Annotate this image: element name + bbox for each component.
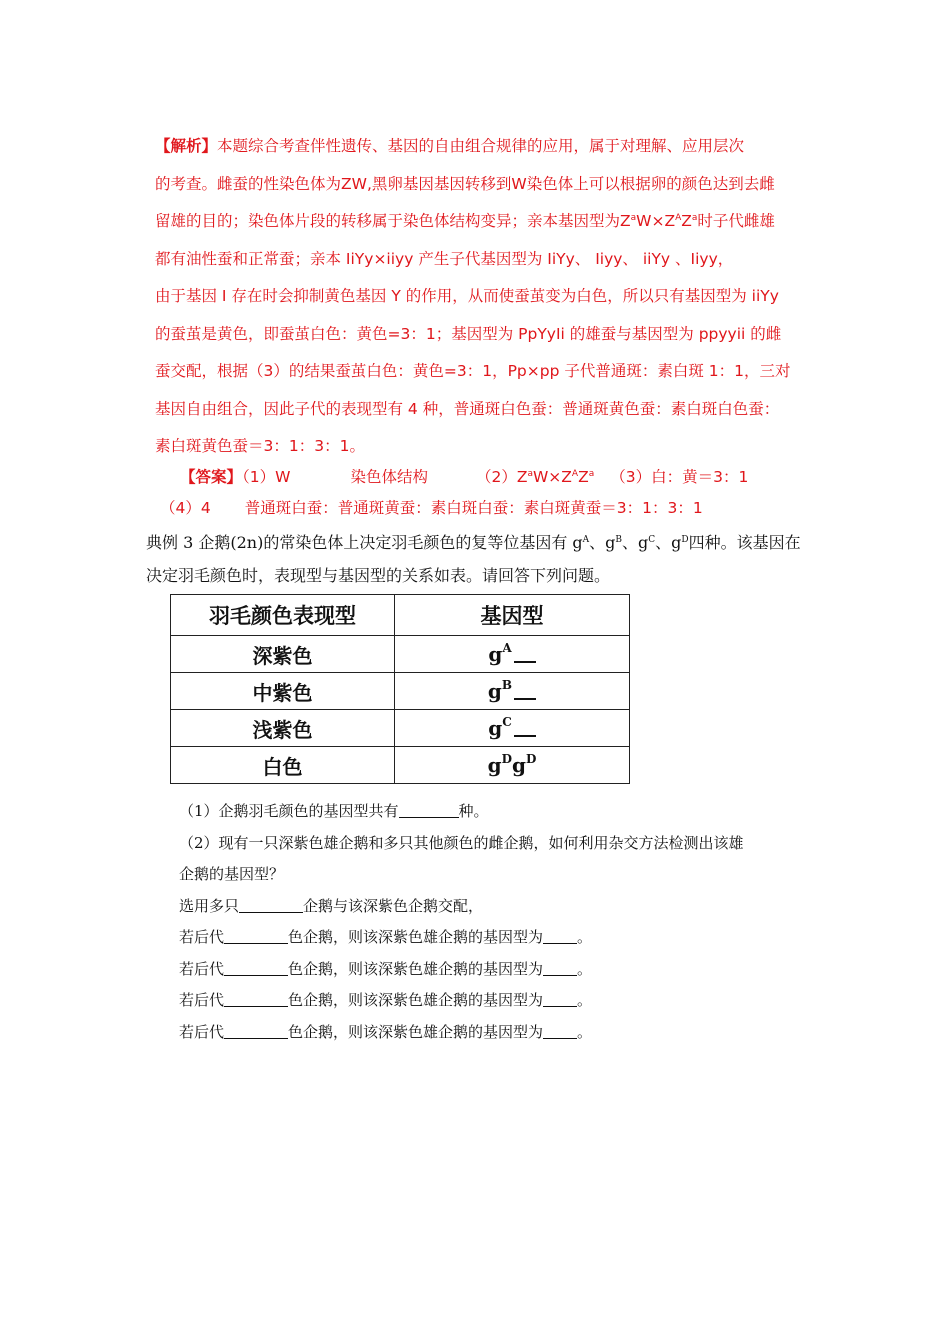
genotype-table [170, 594, 630, 784]
result-line: 若后代 色企鹅，则该深紫色雄企鹅的基因型为 。 [179, 991, 593, 1009]
example-line-2: 决定羽毛颜色时，表现型与基因型的关系如表。请回答下列问题。 [146, 566, 611, 585]
answer-label: 【答案】 [180, 468, 243, 486]
answer-blank[interactable] [224, 943, 288, 944]
answer-blank[interactable] [399, 817, 459, 818]
table-header-row [171, 595, 630, 636]
table-row [171, 636, 630, 673]
phenotype-cell: 浅紫色 [171, 710, 395, 747]
genotype-cell: $g^B$ [395, 673, 630, 710]
analysis-line-8: 基因自由组合，因此子代的表现型有 4 种，普通斑白色蚕：普通斑黄色蚕：素白斑白色蚕： [155, 399, 780, 418]
header-genotype: 基因型 [395, 595, 630, 636]
analysis-line-6: 的蚕茧是黄色，即蚕茧白色：黄色=3：1；基因型为 PpYyIi 的雄蚕与基因型为 ppyyii 的雌 [155, 324, 782, 343]
table-row [171, 710, 630, 747]
question-2-line-2: 企鹅的基因型？ [179, 865, 285, 883]
answer-blank[interactable] [543, 975, 577, 976]
analysis-line-4: 都有油性蚕和正常蚕；亲本 IiYy×iiyy 产生子代基因型为 IiYy、 Iiyy、 iiYy 、Iiyy， [155, 249, 734, 268]
table-row [171, 673, 630, 710]
genotype-cell: $g^Dg^D$ [395, 747, 630, 784]
example-paragraph [146, 526, 826, 592]
phenotype-cell: 白色 [171, 747, 395, 784]
phenotype-cell: 中紫色 [171, 673, 395, 710]
answer-blank[interactable] [224, 1006, 288, 1007]
analysis-line-2: 的考查。雌蚕的性染色体为ZW,黑卵基因基因转移到W染色体上可以根据卵的颜色达到去雌 [155, 174, 775, 193]
result-line: 若后代 色企鹅，则该深紫色雄企鹅的基因型为 。 [179, 1022, 593, 1041]
analysis-line-3: 留雄的目的；染色体片段的转移属于染色体结构变异；亲本基因型为$Z^aW\times Z^AZ^a$时子代雌雄 [155, 212, 775, 230]
genotype-cell: $g^C$ [395, 710, 630, 747]
analysis-line-5: 由于基因 I 存在时会抑制黄色基因 Y 的作用，从而使蚕茧变为白色，所以只有基因型为 iiYy [155, 287, 779, 305]
answer-blank[interactable] [224, 1038, 288, 1039]
answer-blank[interactable] [543, 1038, 577, 1039]
answer-line-2: （4）4 普通斑白蚕：普通斑黄蚕：素白斑白蚕：素白斑黄蚕＝3：1：3：1 [160, 499, 703, 517]
answer-blank[interactable] [239, 912, 303, 913]
phenotype-cell: 深紫色 [171, 636, 395, 673]
header-phenotype: 羽毛颜色表现型 [171, 595, 395, 636]
analysis-line-1: 【解析】本题综合考查伴性遗传、基因的自由组合规律的应用，属于对理解、应用层次 [155, 137, 745, 155]
analysis-paragraph [155, 128, 827, 466]
analysis-label: 【解析】 [155, 137, 218, 155]
answer-blank[interactable] [224, 975, 288, 976]
result-line: 若后代 色企鹅，则该深紫色雄企鹅的基因型为 。 [179, 928, 593, 946]
questions-section [179, 796, 829, 1048]
answer-blank[interactable] [543, 943, 577, 944]
result-line: 若后代 色企鹅，则该深紫色雄企鹅的基因型为 。 [179, 959, 593, 978]
select-line: 选用多只 企鹅与该深紫色企鹅交配， [179, 896, 484, 915]
answer-blank[interactable] [543, 1006, 577, 1007]
genotype-cell: $g^A$ [395, 636, 630, 673]
analysis-line-9: 素白斑黄色蚕＝3：1：3：1。 [155, 437, 365, 455]
analysis-line-7: 蚕交配，根据（3）的结果蚕茧白色：黄色=3：1，Pp×pp 子代普通斑：素白斑 1：1，三对 [155, 362, 791, 380]
example-line-1: 典例 3 企鹅(2n)的常染色体上决定羽毛颜色的复等位基因有 $g^A$、$g^B$、$g^C$、$g^D$四种。该基因在 [146, 533, 801, 552]
question-2-line-1: （2）现有一只深紫色雄企鹅和多只其他颜色的雌企鹅，如何利用杂交方法检测出该雄 [179, 833, 744, 852]
answer-line-1: 【答案】（1）W 染色体结构 $(2)Z^aW\times Z^AZ^a$ （3）白：黄＝3：1 [180, 468, 749, 486]
question-1: （1）企鹅羽毛颜色的基因型共有 种。 [179, 802, 489, 820]
table-row [171, 747, 630, 784]
